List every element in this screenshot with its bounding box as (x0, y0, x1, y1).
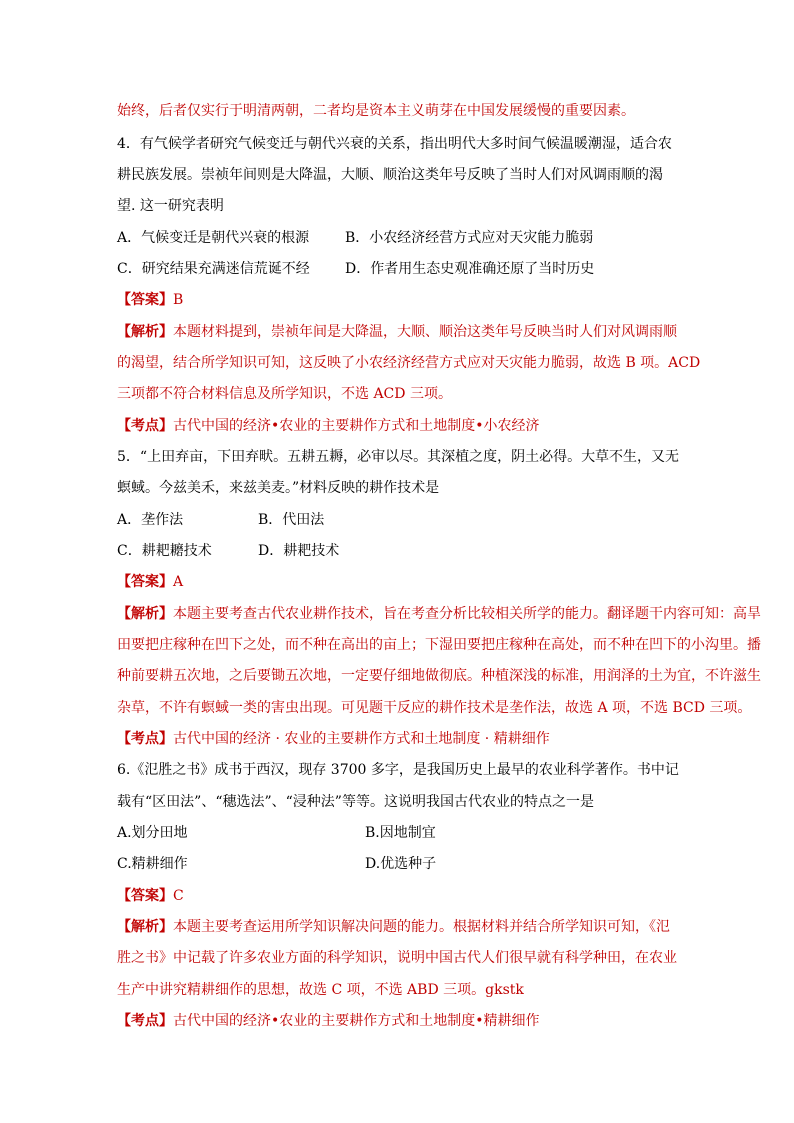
answer-tag: 【答案】 (117, 292, 173, 308)
point-tag: 【考点】 (117, 1013, 173, 1029)
q4-point-line (117, 418, 540, 434)
q5-answer-line (117, 574, 183, 590)
q6-answer-line (117, 888, 184, 904)
q4-answer: B (173, 292, 184, 308)
q4-option-d: D．作者用生态史观准确还原了当时历史 (345, 261, 595, 277)
q6-point-line (117, 1013, 540, 1029)
q4-analysis-line-3: 三项都不符合材料信息及所学知识，不选 ACD 三项。 (117, 386, 452, 402)
q5-analysis-line-1 (117, 606, 761, 622)
q6-option-a: A.划分田地 (117, 825, 188, 841)
q6-stem-line-1: 6.《氾胜之书》成书于西汉，现存 3700 多字，是我国历史上最早的农业科学著作。书中记 (117, 762, 679, 778)
q5-analysis-line-3: 种前要耕五次地，之后要锄五次地，一定要仔细地做彻底。种植深浅的标准，用润泽的土为宜，不许滋生 (117, 668, 761, 684)
q5-stem-line-2: 螟蜮。今兹美禾，来兹美麦。”材料反映的耕作技术是 (117, 480, 440, 496)
analysis-tag: 【解析】 (117, 606, 173, 622)
q5-point-line (117, 731, 550, 747)
q6-option-b: B.因地制宜 (365, 825, 436, 841)
q5-point: 古代中国的经济 · 农业的主要耕作方式和土地制度 · 精耕细作 (173, 731, 550, 747)
continuation-text: 始终，后者仅实行于明清两朝，二者均是资本主义萌芽在中国发展缓慢的重要因素。 (117, 103, 635, 119)
q5-option-d: D．耕耙技术 (258, 543, 340, 559)
q5-option-b: B．代田法 (258, 512, 325, 528)
q6-stem-line-2: 载有“区田法”、“穗选法”、“浸种法”等等。这说明我国古代农业的特点之一是 (117, 794, 594, 810)
q6-option-d: D.优选种子 (365, 856, 437, 872)
q4-stem-line-1: 4．有气候学者研究气候变迁与朝代兴衰的关系，指出明代大多时间气候温暖潮湿，适合农 (117, 136, 672, 152)
q5-option-c: C．耕耙耱技术 (117, 543, 212, 559)
point-tag: 【考点】 (117, 418, 173, 434)
q4-stem-line-3: 望. 这一研究表明 (117, 198, 224, 214)
q4-option-b: B．小农经济经营方式应对天灾能力脆弱 (345, 230, 594, 246)
q4-analysis-line-2: 的渴望，结合所学知识可知，这反映了小农经济经营方式应对天灾能力脆弱，故选 B 项。ACD (117, 355, 701, 371)
q6-point: 古代中国的经济•农业的主要耕作方式和土地制度•精耕细作 (173, 1013, 540, 1029)
q4-option-a: A．气候变迁是朝代兴衰的根源 (117, 230, 310, 246)
q6-analysis-line-2: 胜之书》中记载了许多农业方面的科学知识，说明中国古代人们很早就有科学种田，在农业 (117, 950, 677, 966)
q5-stem-line-1: 5．“上田弃亩，下田弃畎。五耕五耨，必审以尽。其深植之度，阴土必得。大草不生，又无 (117, 449, 680, 465)
q5-analysis-1: 本题主要考查古代农业耕作技术，旨在考查分析比较相关所学的能力。翻译题干内容可知：高旱 (173, 606, 761, 622)
answer-tag: 【答案】 (117, 574, 173, 590)
q6-analysis-line-1 (117, 919, 670, 935)
q4-point: 古代中国的经济•农业的主要耕作方式和土地制度•小农经济 (173, 418, 540, 434)
q4-answer-line (117, 292, 183, 308)
q4-analysis-1: 本题材料提到，崇祯年间是大降温，大顺、顺治这类年号反映当时人们对风调雨顺 (173, 324, 677, 340)
q5-analysis-line-4: 杂草，不许有螟蜮一类的害虫出现。可见题干反应的耕作技术是垄作法，故选 A 项，不选 BCD 三项。 (117, 700, 752, 716)
q6-analysis-1: 本题主要考查运用所学知识解决问题的能力。根据材料并结合所学知识可知，《氾 (173, 919, 670, 935)
answer-tag: 【答案】 (117, 888, 173, 904)
q5-answer: A (173, 574, 184, 590)
q6-answer: C (173, 888, 184, 904)
q4-option-c: C．研究结果充满迷信荒诞不经 (117, 261, 310, 277)
q4-stem-line-2: 耕民族发展。崇祯年间则是大降温，大顺、顺治这类年号反映了当时人们对风调雨顺的渴 (117, 167, 663, 183)
analysis-tag: 【解析】 (117, 919, 173, 935)
analysis-tag: 【解析】 (117, 324, 173, 340)
q5-option-a: A．垄作法 (117, 512, 184, 528)
q6-analysis-line-3: 生产中讲究精耕细作的思想，故选 C 项，不选 ABD 三项。gkstk (117, 982, 524, 998)
point-tag: 【考点】 (117, 731, 173, 747)
q5-analysis-line-2: 田要把庄稼种在凹下之处，而不种在高出的亩上；下湿田要把庄稼种在高处，而不种在凹下的小沟里。播 (117, 637, 761, 653)
q4-analysis-line-1 (117, 324, 677, 340)
q6-option-c: C.精耕细作 (117, 856, 188, 872)
